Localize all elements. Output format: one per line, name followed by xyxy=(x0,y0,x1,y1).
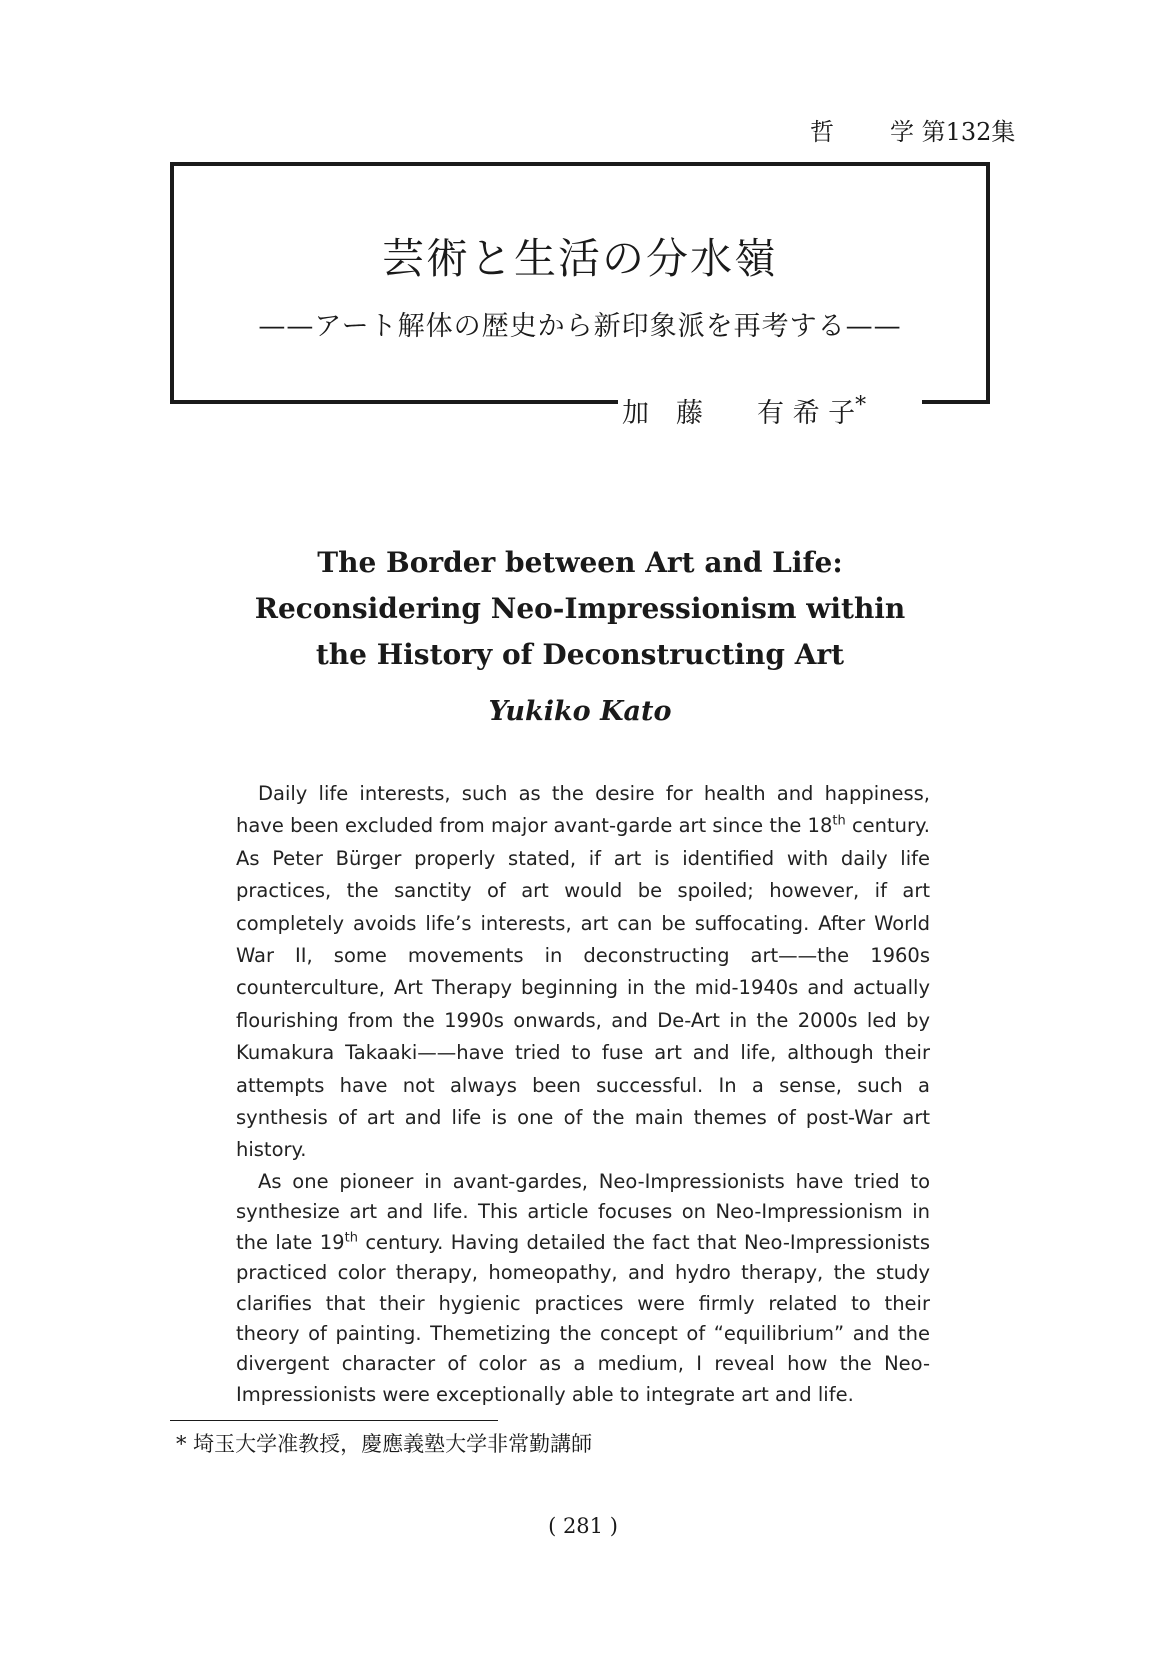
journal-header xyxy=(810,112,1050,147)
title-box-bottom-rule-left xyxy=(170,400,618,404)
title-box-bottom-rule-right xyxy=(922,400,990,404)
page-number: ( 281 ) xyxy=(548,1514,618,1538)
journal-name-right: 学 第132集 xyxy=(890,118,1016,146)
abstract-p2-text-a: As one pioneer in avant-gardes, Neo-Impressionists have tried to synthesize art and life. This article focuses on Neo-Impressionism in the late 19 xyxy=(236,1169,930,1254)
footnote-mark: * xyxy=(176,1432,187,1456)
abstract-p2-superscript: th xyxy=(344,1230,358,1246)
english-title xyxy=(170,540,990,678)
title-box xyxy=(170,162,990,429)
abstract xyxy=(236,778,930,1410)
english-title-line-3: the History of Deconstructing Art xyxy=(315,638,845,671)
footnote-divider xyxy=(170,1420,498,1421)
english-author: Yukiko Kato xyxy=(488,696,672,727)
abstract-p1-text-a: Daily life interests, such as the desire for health and happiness, have been excluded from major avant-garde art since the 18 xyxy=(236,782,930,838)
abstract-p1-text-b: century. As Peter Bürger properly stated, if art is identified with daily life practices, the sanctity of art would be spoiled; however, if art completely avoids life’s interests, art can be suffocating. After World War II, some movements in deconstructing art——the 1960s counterculture, Art Therapy beginning in the mid-1940s and actually flourishing from the 1990s onwards, and De-Art in the 2000s led by Kumakura Takaaki——have tried to fuse art and life, although their attempts have not always been successful. In a sense, such a synthesis of art and life is one of the main themes of post-War art history. xyxy=(236,814,931,1162)
abstract-p1-superscript: th xyxy=(832,813,846,829)
footnote xyxy=(176,1428,592,1458)
japanese-subtitle: ——アート解体の歴史から新印象派を再考する—— xyxy=(258,311,902,342)
abstract-paragraph-1 xyxy=(236,778,930,1167)
japanese-author xyxy=(622,388,928,432)
journal-name-left: 哲 xyxy=(810,118,834,146)
english-title-line-1: The Border between Art and Life: xyxy=(317,546,843,579)
english-title-line-2: Reconsidering Neo-Impressionism within xyxy=(254,592,906,625)
footnote-text: 埼玉大学准教授，慶應義塾大学非常勤講師 xyxy=(186,1432,593,1456)
abstract-p2-text-b: century. Having detailed the fact that Neo-Impressionists practiced color therapy, homeopathy, and hydro therapy, the study clarifies that their hygienic practices were firmly related to their theory of painting. Themetizing the concept of “equilibrium” and the divergent character of color as a medium, I reveal how the Neo-Impressionists were exceptionally able to integrate art and life. xyxy=(236,1230,930,1406)
japanese-title: 芸術と生活の分水嶺 xyxy=(381,234,778,283)
abstract-paragraph-2 xyxy=(236,1167,930,1410)
japanese-author-name: 加 藤 有 希 子 xyxy=(622,398,856,429)
author-footnote-mark: * xyxy=(855,393,867,418)
